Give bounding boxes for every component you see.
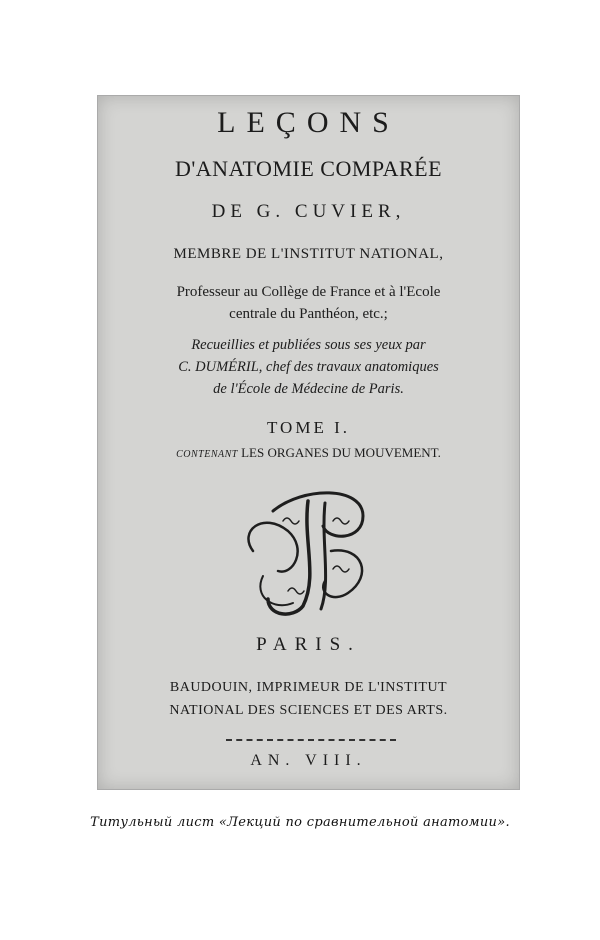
professor-line-2: centrale du Panthéon, etc.;: [229, 306, 388, 322]
title-page-plate: [97, 95, 520, 790]
member-line: MEMBRE DE L'INSTITUT NATIONAL,: [173, 246, 444, 262]
printer-line-1: BAUDOUIN, IMPRIMEUR DE L'INSTITUT: [169, 680, 448, 695]
contents-line: [98, 445, 519, 461]
contents-rest: LES ORGANES DU MOUVEMENT.: [241, 445, 441, 460]
contents-lead: CONTENANT: [176, 449, 238, 460]
city-label: PARIS.: [256, 634, 361, 655]
year-label: AN. VIII.: [250, 752, 367, 769]
divider-rule: [226, 739, 396, 741]
book-title: LEÇONS: [217, 106, 400, 139]
printer-line-2: NATIONAL DES SCIENCES ET DES ARTS.: [169, 703, 448, 718]
recueillies-line-2: C. DUMÉRIL, chef des travaux anatomiques: [178, 359, 439, 375]
monogram-ornament: [233, 481, 383, 621]
recueillies-line-1: Recueillies et publiées sous ses yeux par: [191, 337, 426, 353]
professor-line-1: Professeur au Collège de France et à l'Ecole: [176, 284, 441, 300]
volume-label: TOME I.: [266, 418, 350, 437]
author-line: DE G. CUVIER,: [211, 201, 406, 222]
figure-caption: Титульный лист «Лекций по сравнительной анатомии».: [90, 815, 510, 830]
book-subtitle: D'ANATOMIE COMPARÉE: [174, 156, 443, 181]
recueillies-line-3: de l'École de Médecine de Paris.: [213, 381, 404, 397]
